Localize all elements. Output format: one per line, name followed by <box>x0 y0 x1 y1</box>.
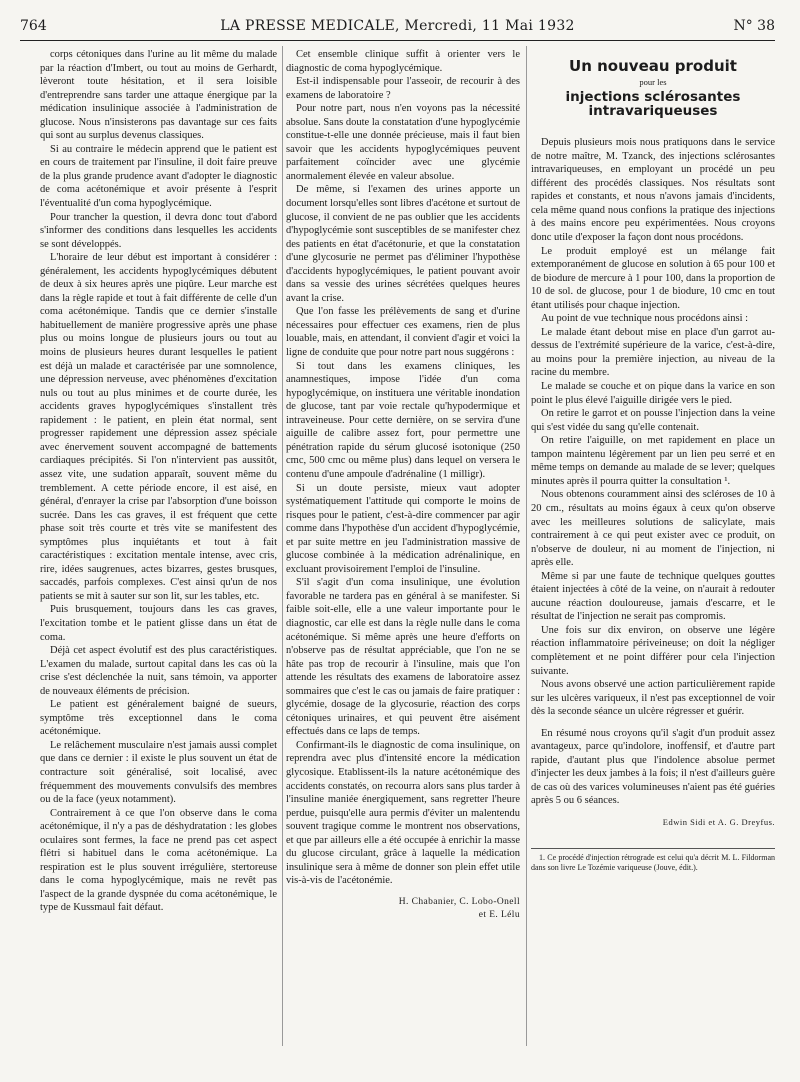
paragraph: Est-il indispensable pour l'asseoir, de recourir à des examens de laboratoire ? <box>286 76 520 101</box>
journal-title: LA PRESSE MEDICALE, Mercredi, 11 Mai 1932 <box>220 18 575 34</box>
paragraph: Confirmant-ils le diagnostic de coma insulinique, on reprendra avec plus d'intensité encore la médication glycosique. Etablissent-ils la nature acétonémique des accidents constatés, on recourra alors sans plus tarder à l'insuline maniée énergiquement, sans regretter l'heure perdue, puisqu'elle aura permis d'éviter un malentendu souvent tragique comme le montrent nos observations, et que par ailleurs elle a été occupée à enrichir la masse du glucose circulant, grâce à laquelle la médication insulinique sera à même de donner son plein effet utile vis-à-vis de l'acétonémie. <box>286 739 520 887</box>
paragraph: Nous obtenons couramment ainsi des scléroses de 10 à 20 cm., résultats au moins égaux à ceux qu'on observe avec les meilleures solutions de salicylate, mais contrairement à ce qui peut exister avec ce produit, on n'observe de douleur, ni au moment de l'injection, ni après elle. <box>531 489 775 569</box>
paragraph: On retire l'aiguille, on met rapidement en place un tampon maintenu légèrement par un lien peu serré et en même temps on demande au malade de se lever; quelques minutes après il pourra quitter la consultation ¹. <box>531 435 775 487</box>
paragraph: Pour trancher la question, il devra donc tout d'abord s'informer des conditions dans lesquelles les accidents se sont développés. <box>40 211 277 250</box>
page-number: 764 <box>20 18 47 34</box>
author-line: H. Chabanier, C. Lobo-Onell <box>398 896 520 907</box>
footnote-text: 1. Ce procédé d'injection rétrograde est celui qu'a décrit M. L. Fildorman dans son livre Le Tozémie variqueuse (Jouve, édit.). <box>531 852 775 872</box>
article-column-1 <box>40 48 277 915</box>
column-divider <box>282 46 283 1046</box>
paragraph: L'horaire de leur début est important à considérer : généralement, les accidents hypoglycémiques débutent de deux à six heures après une piqûre. Leur marche est dans la règle rapide et tout à fait différente de celle d'un coma acétonémique. Tandis que ce dernier s'installe habituellement de manière progressive après une phase plus ou moins longue de plusieurs jours ou tout au moins de plusieurs heures durant lesquelles le patient est déjà un malade et caractérisée par une somnolence, une dépression nerveuse, avec phénomènes d'excitation nuls ou tout au plus minimes et de courte durée, les accidents graves hypoglycémiques s'installent très rapidement : le patient, en plein état normal, sent progresser rapidement une dépression assez spéciale avec énervement souvent accompagné de battements cardiaques précipités. Si l'on n'intervient pas aussitôt, assez vite, une sudation apparaît, souvent même du tremblement. A cette période encore, il est aisé, en général, d'enrayer la crise par l'absorption d'une boisson sucrée. Dans les cas graves, il est fréquent que cette phase soit très courte et très vite se manifestent des symptômes plus inquiétants et tout à fait caractéristiques : excitation mentale intense, avec cris, rire, idées saugrenues, actes bizarres, gestes brusques, saccadés, parfois complexes. C'est ainsi qu'un de nos patients se mit à sauter sur son lit, sur les tables, etc. <box>40 252 277 602</box>
paragraph: Nous avons observé une action particulièrement rapide sur les ulcères variqueux, il n'est pas exceptionnel de voir dès la seconde séance un ulcère régresser et guérir. <box>531 679 775 718</box>
paragraph: Pour notre part, nous n'en voyons pas la nécessité absolue. Sans doute la constatation d'une hypoglycémie constitue-t-elle une donnée précieuse, mais il faut bien savoir que les accidents hypoglycémiques peuvent parfaitement coïncider avec une glycémie anormalement élevée en valeur absolue. <box>286 103 520 182</box>
article-title-block <box>531 57 775 119</box>
article-column-2 <box>286 48 520 923</box>
paragraph: On retire le garrot et on pousse l'injection dans la veine qui s'est vidée du sang qu'elle contenait. <box>531 408 775 433</box>
paragraph: corps cétoniques dans l'urine au lit même du malade par la réaction d'Imbert, ou tout au moins de Gerhardt, lèveront toute hésitation, et il sera loisible d'entreprendre sans tarder une attaque énergique par la médication insulinique associée à l'administration de glucose. Nous n'insisterons pas davantage sur ces faits qui sont au surplus devenus classiques. <box>40 49 277 142</box>
paragraph: Contrairement à ce que l'on observe dans le coma acétonémique, il n'y a pas de déshydratation : les globes oculaires sont fermes, la face ne prend pas cet aspect flétri si habituel dans le coma acétonémique. La respiration est le plus souvent irrégulière, stertoreuse dans le coma hypoglycémique, mais ne revêt pas l'aspect de la grande dyspnée du coma acétonémique, le type de Kussmaul fait défaut. <box>40 807 277 914</box>
paragraph: Que l'on fasse les prélèvements de sang et d'urine nécessaires pour effectuer ces examens, rien de plus louable, mais, en attendant, il convient d'agir et voici la ligne de conduite que pour notre part nous suggérons : <box>286 306 520 359</box>
article-signature: Edwin Sidi et A. G. Dreyfus. <box>662 816 775 827</box>
article-authors <box>286 896 520 923</box>
paragraph: Au point de vue technique nous procédons ainsi : <box>541 313 749 325</box>
paragraph: Le malade étant debout mise en place d'un garrot au-dessus de l'extrémité supérieure de la varice, c'est-à-dire, au moins pour la première injection, au niveau de la racine du membre. <box>531 326 775 379</box>
paragraph: Si un doute persiste, mieux vaut adopter systématiquement l'attitude qui comporte le moins de risques pour le patient, c'est-à-dire commencer par agir comme dans l'hypothèse d'un accident d'hypoglycémie, et par suite mettre en jeu l'administration massive de glucose combinée à la médication adrénalinique, en excluant provisoirement l'emploi de l'insuline. <box>286 482 520 575</box>
paragraph: S'il s'agit d'un coma insulinique, une évolution favorable ne tardera pas en général à se manifester. Si faible soit-elle, elle a une valeur importante pour le diagnostic, car elle est dans la règle nulle dans le coma acétonémique. Si même après une heure d'efforts on n'observe pas de résultat appréciable, que l'on ne se hâte pas trop de recourir à l'insuline, mais que l'on attende les résultats des examens de laboratoire assez sommaires que c'est le cas ou jamais de faire pratiquer : glycémie, dosage de la glycosurie, réaction des corps cétoniques urinaires, et qui peuvent être aisément effectués dans ce laps de temps. <box>286 577 520 738</box>
page-header <box>20 18 775 38</box>
column-divider <box>526 46 527 1046</box>
footnote <box>531 848 775 873</box>
paragraph: Cet ensemble clinique suffit à orienter vers le diagnostic de coma hypoglycémique. <box>286 49 520 74</box>
paragraph: Le patient est généralement baigné de sueurs, symptôme très exceptionnel dans le coma acétonémique. <box>40 699 277 738</box>
header-rule <box>20 40 775 41</box>
paragraph: Puis brusquement, toujours dans les cas graves, l'excitation tombe et le patient glisse dans un état de coma. <box>40 604 277 643</box>
paragraph: En résumé nous croyons qu'il s'agit d'un produit assez avantageux, parce qu'indolore, inoffensif, et d'autre part rapide, d'autant plus que l'indolence absolue permet d'injecter les deux jambes à la fois; il n'est d'ailleurs guère de cas où des varices volumineuses n'aient pas été guéries après 5 ou 6 séances. <box>531 727 775 807</box>
issue-number: N° 38 <box>733 18 775 34</box>
paragraph: Le malade se couche et on pique dans la varice en son point le plus élevé l'aiguille dirigée vers le pied. <box>531 381 775 406</box>
article-column-3 <box>531 48 775 873</box>
paragraph: Même si par une faute de technique quelques gouttes étaient injectées à côté de la veine, on n'aurait à redouter aucune réaction douloureuse, jamais d'escarre, et le résultat de l'injection ne serait pas compromis. <box>531 570 775 623</box>
article-title-connector: pour les <box>639 76 667 87</box>
paragraph: Le relâchement musculaire n'est jamais aussi complet que dans ce dernier : il existe le plus souvent un état de contracture soit généralisé, soit localisé, avec fréquemment des mouvements convulsifs des membres ou de la face (yeux notamment). <box>40 739 277 806</box>
article-title: Un nouveau produit <box>569 57 737 75</box>
paragraph: Si au contraire le médecin apprend que le patient est en cours de traitement par l'insuline, il doit faire preuve de la plus grande prudence avant d'adopter le diagnostic de coma acétonémique et avoir présente à l'esprit l'éventualité d'un coma hypoglycémique. <box>40 143 277 210</box>
paragraph: Le produit employé est un mélange fait extemporanément de glucose en solution à 65 pour 100 et de biodure de mercure à 1 pour 100, dans la proportion de 10 de sol. de glucose, pour 1 de biodure, 10 cmc en tout étant utilisés pour chaque injection. <box>531 245 775 311</box>
paragraph: Déjà cet aspect évolutif est des plus caractéristiques. L'examen du malade, surtout capital dans les cas où la crise s'est déclenchée la nuit, sans témoin, va apporter de nouveaux éléments de précision. <box>40 645 277 697</box>
paragraph: De même, si l'examen des urines apporte un document lorsqu'elles sont libres d'acétone et surtout de glucose, il convient de ne pas oublier que les accidents d'hypoglycémie sont susceptibles de se manifester chez des patients en état d'acétonurie, et que la constatation d'une glycosurie ne permet pas d'éliminer l'hypothèse d'accidents hypoglycémiques, le patient pouvant avoir dans sa vessie des urines sécrétées quelques heures avant la crise. <box>286 184 520 304</box>
paragraph: Une fois sur dix environ, on observe une légère réaction inflammatoire périveineuse; on doit la négliger complètement et ne point différer pour cela l'injection suivante. <box>531 624 775 677</box>
paragraph: Depuis plusieurs mois nous pratiquons dans le service de notre maître, M. Tzanck, des injections sclérosantes intravariqueuses, en employant un procédé un peu différent des procédés classiques. Nos résultats sont rapides et constants, et nous n'avons jamais d'incidents, cela même quand nous confions la pratique des injections à des mains encore peu expérimentées. Nous croyons donc utile d'exposer la façon dont nous procédons. <box>531 137 775 244</box>
article-title-secondary: injections sclérosantes intravariqueuses <box>565 89 741 119</box>
author-line: et E. Lélu <box>478 910 520 921</box>
paragraph: Si tout dans les examens cliniques, les anamnestiques, impose l'idée d'un coma hypoglycémique, on instituera une véritable inondation de glucose, tant par voie rectale qu'hypodermique et intraveineuse. Pour cette dernière, on se servira d'une aiguille de calibre assez fort, pour permettre une pénétration rapide du sérum glucosé isotonique (250 cmc, 500 cmc ou même plus) dans lequel on versera le contenu d'une ampoule d'adrénaline (1 milligr). <box>286 360 520 480</box>
